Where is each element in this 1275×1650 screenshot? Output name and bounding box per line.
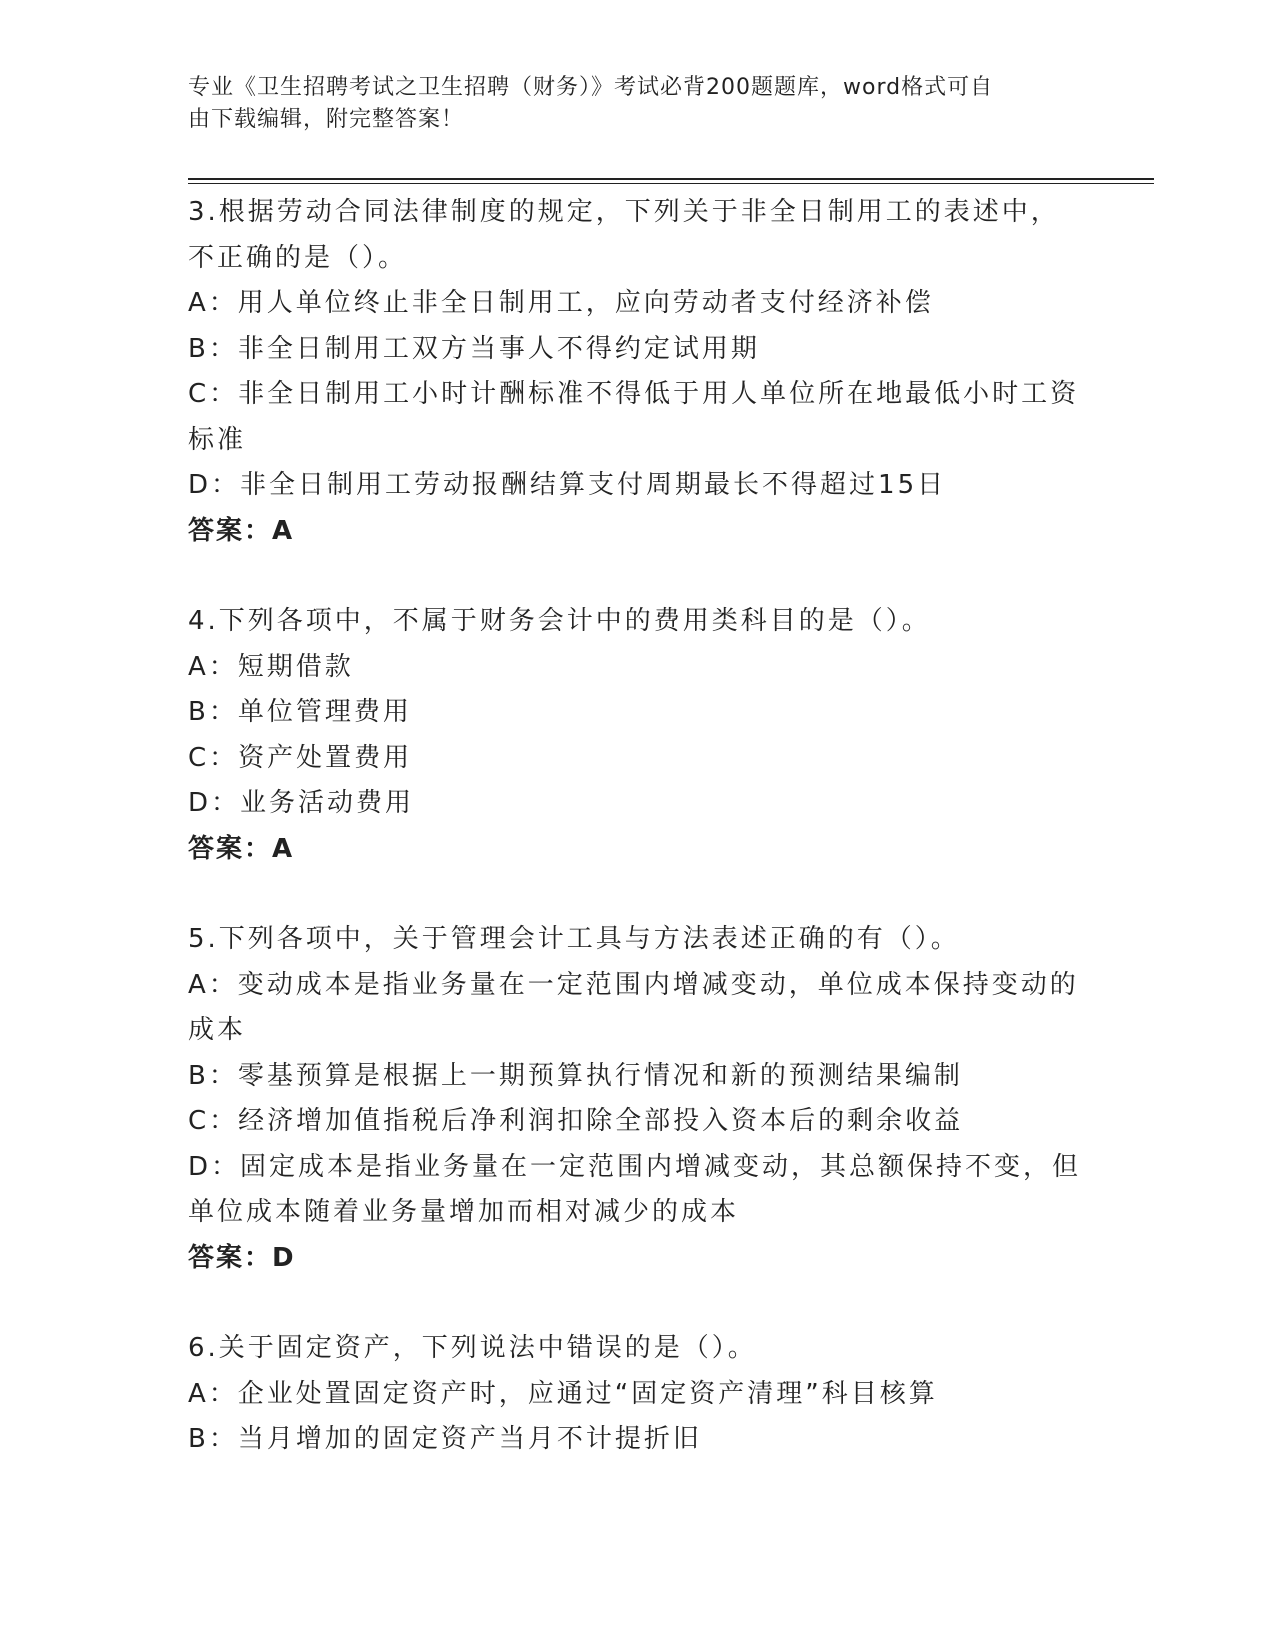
question-3 <box>188 190 1088 554</box>
option-a: 成本 <box>188 1015 247 1045</box>
option-a: A：企业处置固定资产时，应通过“固定资产清理”科目核算 <box>188 1378 938 1409</box>
option-c: C：资产处置费用 <box>188 742 413 773</box>
question-5 <box>188 917 1088 1281</box>
option-b: B：非全日制用工双方当事人不得约定试用期 <box>188 333 760 364</box>
option-b: B：当月增加的固定资产当月不计提折旧 <box>188 1424 702 1454</box>
option-d: 单位成本随着业务量增加而相对减少的成本 <box>188 1197 740 1227</box>
option-d: D：非全日制用工劳动报酬结算支付周期最长不得超过15日 <box>188 470 947 500</box>
option-b: B：单位管理费用 <box>188 697 412 727</box>
header-line-2: 由下载编辑，附完整答案！ <box>188 107 465 132</box>
option-d: D：固定成本是指业务量在一定范围内增减变动，其总额保持不变，但 <box>188 1151 1082 1182</box>
question-stem: 4.下列各项中，不属于财务会计中的费用类科目的是（）。 <box>188 606 931 636</box>
header-rule-thick <box>188 178 1154 180</box>
option-b: B：零基预算是根据上一期预算执行情况和新的预测结果编制 <box>188 1060 963 1091</box>
option-c: C：经济增加值指税后净利润扣除全部投入资本后的剩余收益 <box>188 1106 964 1136</box>
answer-label: 答案：D <box>188 1242 296 1273</box>
question-stem: 5.下列各项中，关于管理会计工具与方法表述正确的有（）。 <box>188 924 960 954</box>
question-6 <box>188 1326 1088 1463</box>
question-stem: 3.根据劳动合同法律制度的规定，下列关于非全日制用工的表述中， <box>188 197 1060 227</box>
option-d: D：业务活动费用 <box>188 788 415 818</box>
option-a: A：变动成本是指业务量在一定范围内增减变动，单位成本保持变动的 <box>188 969 1079 1000</box>
answer-label: 答案：A <box>188 833 295 864</box>
header-line-1: 专业《卫生招聘考试之卫生招聘（财务）》考试必背200题题库，word格式可自 <box>188 75 994 100</box>
question-4 <box>188 599 1088 872</box>
option-a: A：用人单位终止非全日制用工，应向劳动者支付经济补偿 <box>188 288 934 318</box>
document-header <box>188 72 1068 136</box>
option-c: 标准 <box>188 424 247 455</box>
question-stem: 不正确的是（）。 <box>188 242 408 273</box>
question-stem: 6.关于固定资产，下列说法中错误的是（）。 <box>188 1333 757 1363</box>
question-list <box>188 190 1088 1463</box>
header-rule-thin <box>188 183 1154 184</box>
option-a: A：短期借款 <box>188 651 354 682</box>
answer-label: 答案：A <box>188 515 295 546</box>
option-c: C：非全日制用工小时计酬标准不得低于用人单位所在地最低小时工资 <box>188 379 1080 409</box>
